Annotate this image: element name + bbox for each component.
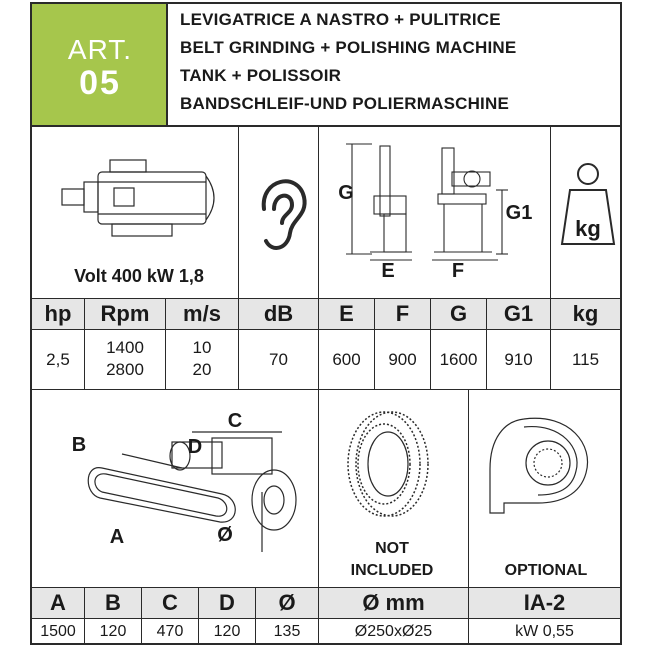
article-badge [32, 4, 168, 125]
spec-header-ms: m/s [166, 299, 238, 329]
bottom-header-A: A [32, 588, 84, 618]
bottom-value-dia: 135 [273, 623, 301, 640]
bottom-value-C: 470 [156, 623, 184, 640]
divider [84, 299, 85, 389]
spec-value-kg: 115 [571, 350, 600, 369]
divider [318, 299, 319, 389]
brush-icon [336, 402, 446, 532]
divider [468, 588, 469, 645]
spec-header-hp: hp [32, 299, 84, 329]
bottom-header-D: D [199, 588, 255, 618]
belt-label-dia: Ø [217, 524, 233, 546]
title-german: BANDSCHLEIF-UND POLIERMASCHINE [180, 94, 509, 113]
divider [430, 299, 431, 389]
divider [238, 127, 239, 298]
blower-icon [484, 409, 604, 519]
divider [318, 127, 319, 298]
divider [238, 299, 239, 389]
belt-label-D: D [187, 436, 203, 458]
divider [255, 588, 256, 645]
divider [32, 389, 620, 390]
spec-value-e: 600 [332, 350, 361, 369]
spec-value-rpm: 1400 2800 [106, 338, 144, 379]
weight-icon-label: kg [575, 216, 601, 241]
spec-value-db: 70 [269, 350, 288, 369]
spec-header-kg: kg [551, 299, 620, 329]
divider [550, 299, 551, 389]
bottom-value-D: 120 [213, 623, 241, 640]
brush-caption-2: INCLUDED [350, 562, 434, 579]
ear-icon [250, 169, 314, 259]
divider [32, 329, 620, 330]
divider [32, 618, 620, 619]
title-english: BELT GRINDING + POLISHING MACHINE [180, 38, 517, 57]
divider [374, 299, 375, 389]
spec-value-ms: 10 20 [192, 338, 212, 379]
bottom-header-dia: Ø [256, 588, 318, 618]
spec-header-g1: G1 [487, 299, 550, 329]
spec-value-hp: 2,5 [46, 350, 70, 369]
divider [486, 299, 487, 389]
spec-header-g: G [431, 299, 486, 329]
divider [318, 389, 319, 587]
divider [84, 588, 85, 645]
dim-label-G: G [338, 182, 354, 204]
bottom-value-B: 120 [99, 623, 127, 640]
dim-label-E: E [381, 260, 395, 282]
belt-label-A: A [109, 526, 125, 548]
spec-header-f: F [375, 299, 430, 329]
motor-caption: Volt 400 kW 1,8 [74, 266, 204, 286]
divider [141, 588, 142, 645]
bottom-header-C: C [142, 588, 198, 618]
dim-label-F: F [451, 260, 465, 282]
bottom-header-ia2: IA-2 [469, 588, 620, 618]
title-french: TANK + POLISSOIR [180, 66, 342, 85]
spec-header-db: dB [239, 299, 318, 329]
title-italian: LEVIGATRICE A NASTRO + PULITRICE [180, 10, 501, 29]
belt-diagram [62, 402, 302, 562]
divider [198, 588, 199, 645]
divider [32, 125, 620, 127]
brush-caption-1: NOT [375, 540, 409, 557]
divider [468, 389, 469, 587]
spec-value-g: 1600 [439, 350, 478, 369]
belt-label-B: B [71, 434, 87, 456]
bottom-value-dia-mm: Ø250xØ25 [354, 623, 433, 640]
spec-sheet [30, 2, 622, 645]
bottom-header-B: B [85, 588, 141, 618]
spec-header-rpm: Rpm [85, 299, 165, 329]
bottom-header-dia-mm: Ø mm [319, 588, 468, 618]
blower-caption: OPTIONAL [504, 562, 588, 579]
article-number: 05 [79, 64, 121, 102]
divider [318, 588, 319, 645]
divider [550, 127, 551, 298]
spec-value-f: 900 [388, 350, 417, 369]
bottom-value-A: 1500 [40, 623, 76, 640]
motor-icon [52, 154, 232, 249]
spec-value-g1: 910 [504, 350, 533, 369]
spec-header-e: E [319, 299, 374, 329]
article-prefix: ART. [67, 34, 133, 65]
bottom-value-ia2: kW 0,55 [515, 623, 574, 640]
divider [165, 299, 166, 389]
belt-label-C: C [227, 410, 243, 432]
dim-label-G1: G1 [505, 202, 533, 224]
